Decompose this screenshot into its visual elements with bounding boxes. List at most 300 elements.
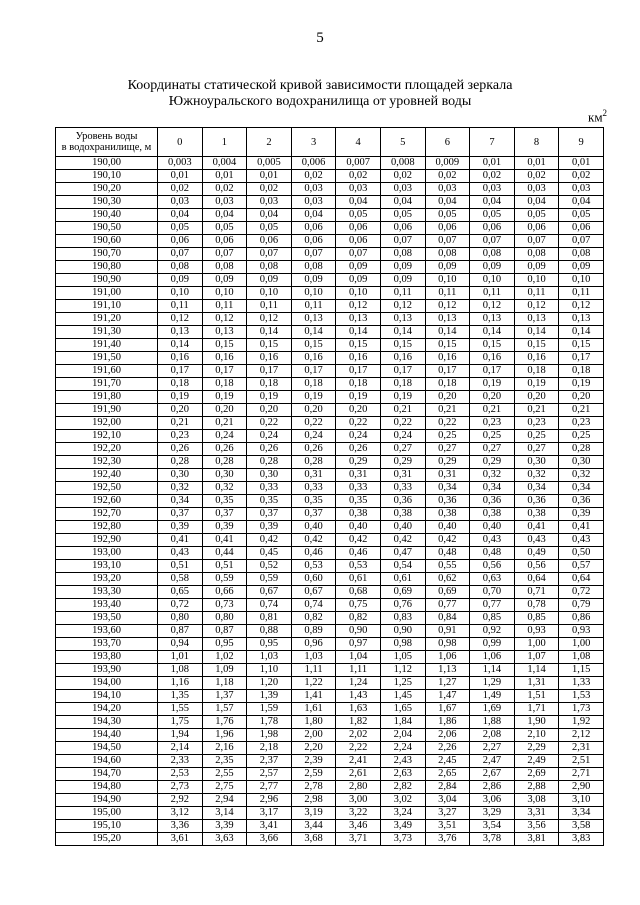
level-cell: 193,20 [56, 573, 158, 586]
area-value-cell: 1,96 [202, 729, 247, 742]
area-value-cell: 0,03 [291, 196, 336, 209]
area-value-cell: 0,53 [291, 560, 336, 573]
area-value-cell: 2,94 [202, 794, 247, 807]
column-header: 4 [336, 128, 381, 157]
level-cell: 190,70 [56, 248, 158, 261]
area-value-cell: 0,26 [158, 443, 203, 456]
area-value-cell: 0,28 [559, 443, 604, 456]
area-value-cell: 2,55 [202, 768, 247, 781]
unit-exponent: 2 [602, 108, 608, 118]
level-cell: 194,80 [56, 781, 158, 794]
level-cell: 192,60 [56, 495, 158, 508]
area-value-cell: 3,12 [158, 807, 203, 820]
area-value-cell: 2,20 [291, 742, 336, 755]
area-value-cell: 0,29 [336, 456, 381, 469]
table-row [56, 677, 604, 690]
area-value-cell: 2,26 [425, 742, 470, 755]
area-value-cell: 0,13 [202, 326, 247, 339]
area-value-cell: 0,10 [336, 287, 381, 300]
area-value-cell: 2,96 [247, 794, 292, 807]
area-value-cell: 0,78 [514, 599, 559, 612]
level-cell: 193,00 [56, 547, 158, 560]
level-cell: 195,10 [56, 820, 158, 833]
area-value-cell: 0,12 [470, 300, 515, 313]
area-value-cell: 1,37 [202, 690, 247, 703]
area-value-cell: 0,40 [470, 521, 515, 534]
area-value-cell: 0,25 [470, 430, 515, 443]
area-value-cell: 0,76 [380, 599, 425, 612]
level-cell: 191,40 [56, 339, 158, 352]
area-value-cell: 0,16 [336, 352, 381, 365]
area-value-cell: 1,75 [158, 716, 203, 729]
area-value-cell: 0,84 [425, 612, 470, 625]
level-cell: 193,60 [56, 625, 158, 638]
area-value-cell: 0,08 [158, 261, 203, 274]
area-value-cell: 0,07 [202, 248, 247, 261]
area-value-cell: 0,13 [291, 313, 336, 326]
level-cell: 192,30 [56, 456, 158, 469]
area-value-cell: 0,32 [202, 482, 247, 495]
area-value-cell: 0,55 [425, 560, 470, 573]
area-value-cell: 0,36 [514, 495, 559, 508]
area-value-cell: 0,14 [158, 339, 203, 352]
level-cell: 195,00 [56, 807, 158, 820]
area-value-cell: 2,08 [470, 729, 515, 742]
area-value-cell: 3,63 [202, 833, 247, 846]
area-value-cell: 0,03 [291, 183, 336, 196]
area-value-cell: 0,06 [336, 235, 381, 248]
level-cell: 191,30 [56, 326, 158, 339]
area-value-cell: 0,77 [470, 599, 515, 612]
area-value-cell: 0,18 [514, 365, 559, 378]
level-cell: 190,30 [56, 196, 158, 209]
area-value-cell: 1,84 [380, 716, 425, 729]
area-value-cell: 0,34 [514, 482, 559, 495]
area-value-cell: 0,19 [380, 391, 425, 404]
table-row [56, 742, 604, 755]
table-row [56, 573, 604, 586]
area-value-cell: 0,15 [470, 339, 515, 352]
level-cell: 191,60 [56, 365, 158, 378]
area-value-cell: 1,63 [336, 703, 381, 716]
area-value-cell: 0,08 [247, 261, 292, 274]
table-row [56, 638, 604, 651]
area-value-cell: 0,32 [559, 469, 604, 482]
area-value-cell: 2,43 [380, 755, 425, 768]
area-value-cell: 0,20 [202, 404, 247, 417]
area-value-cell: 1,09 [202, 664, 247, 677]
area-value-cell: 0,23 [470, 417, 515, 430]
area-value-cell: 0,53 [336, 560, 381, 573]
area-value-cell: 0,24 [202, 430, 247, 443]
area-value-cell: 0,22 [291, 417, 336, 430]
area-value-cell: 0,14 [425, 326, 470, 339]
table-body [56, 157, 604, 846]
area-value-cell: 0,70 [470, 586, 515, 599]
table-row [56, 755, 604, 768]
area-value-cell: 0,58 [158, 573, 203, 586]
area-value-cell: 0,90 [336, 625, 381, 638]
area-value-cell: 0,79 [559, 599, 604, 612]
area-value-cell: 0,07 [158, 248, 203, 261]
area-value-cell: 3,00 [336, 794, 381, 807]
area-value-cell: 0,59 [247, 573, 292, 586]
area-value-cell: 0,46 [291, 547, 336, 560]
area-value-cell: 0,17 [202, 365, 247, 378]
column-header: 5 [380, 128, 425, 157]
area-value-cell: 0,98 [425, 638, 470, 651]
area-value-cell: 0,04 [291, 209, 336, 222]
area-value-cell: 0,54 [380, 560, 425, 573]
area-value-cell: 0,74 [247, 599, 292, 612]
area-value-cell: 1,55 [158, 703, 203, 716]
area-value-cell: 0,36 [559, 495, 604, 508]
area-value-cell: 0,59 [202, 573, 247, 586]
area-value-cell: 2,47 [470, 755, 515, 768]
area-value-cell: 0,19 [336, 391, 381, 404]
area-value-cell: 0,03 [380, 183, 425, 196]
level-cell: 192,80 [56, 521, 158, 534]
area-value-cell: 1,31 [514, 677, 559, 690]
table-row [56, 508, 604, 521]
area-value-cell: 3,66 [247, 833, 292, 846]
area-value-cell: 0,14 [336, 326, 381, 339]
area-value-cell: 0,17 [470, 365, 515, 378]
area-value-cell: 0,16 [470, 352, 515, 365]
table-row [56, 157, 604, 170]
area-value-cell: 0,05 [470, 209, 515, 222]
area-value-cell: 0,03 [336, 183, 381, 196]
area-value-cell: 1,06 [425, 651, 470, 664]
area-value-cell: 1,57 [202, 703, 247, 716]
table-row [56, 235, 604, 248]
level-cell: 191,00 [56, 287, 158, 300]
area-value-cell: 0,24 [380, 430, 425, 443]
area-value-cell: 2,31 [559, 742, 604, 755]
area-value-cell: 0,29 [470, 456, 515, 469]
area-value-cell: 3,14 [202, 807, 247, 820]
area-value-cell: 2,06 [425, 729, 470, 742]
area-value-cell: 2,75 [202, 781, 247, 794]
area-value-cell: 0,34 [158, 495, 203, 508]
area-value-cell: 0,37 [158, 508, 203, 521]
area-value-cell: 1,16 [158, 677, 203, 690]
area-value-cell: 0,10 [514, 274, 559, 287]
area-value-cell: 1,06 [470, 651, 515, 664]
area-value-cell: 1,25 [380, 677, 425, 690]
area-value-cell: 0,11 [514, 287, 559, 300]
unit-label [588, 108, 607, 125]
area-value-cell: 0,37 [247, 508, 292, 521]
area-value-cell: 0,02 [158, 183, 203, 196]
area-value-cell: 0,04 [470, 196, 515, 209]
area-value-cell: 3,17 [247, 807, 292, 820]
area-value-cell: 0,43 [158, 547, 203, 560]
area-value-cell: 0,51 [202, 560, 247, 573]
area-value-cell: 0,98 [380, 638, 425, 651]
area-value-cell: 0,69 [380, 586, 425, 599]
table-row [56, 833, 604, 846]
area-value-cell: 2,41 [336, 755, 381, 768]
table-row [56, 222, 604, 235]
area-value-cell: 0,05 [380, 209, 425, 222]
level-cell: 194,60 [56, 755, 158, 768]
area-value-cell: 0,11 [559, 287, 604, 300]
area-value-cell: 0,16 [380, 352, 425, 365]
area-value-cell: 0,26 [202, 443, 247, 456]
table-row [56, 196, 604, 209]
area-value-cell: 3,02 [380, 794, 425, 807]
area-value-cell: 2,24 [380, 742, 425, 755]
area-value-cell: 3,06 [470, 794, 515, 807]
area-value-cell: 0,02 [247, 183, 292, 196]
area-value-cell: 1,02 [202, 651, 247, 664]
area-value-cell: 0,35 [247, 495, 292, 508]
area-value-cell: 3,68 [291, 833, 336, 846]
table-row [56, 495, 604, 508]
area-value-cell: 0,41 [559, 521, 604, 534]
area-value-cell: 3,54 [470, 820, 515, 833]
area-value-cell: 1,11 [336, 664, 381, 677]
area-value-cell: 0,09 [514, 261, 559, 274]
area-value-cell: 0,14 [291, 326, 336, 339]
area-value-cell: 0,18 [380, 378, 425, 391]
area-value-cell: 0,08 [470, 248, 515, 261]
area-value-cell: 0,12 [247, 313, 292, 326]
area-value-cell: 0,48 [470, 547, 515, 560]
area-value-cell: 0,11 [380, 287, 425, 300]
table-row [56, 547, 604, 560]
area-value-cell: 0,94 [158, 638, 203, 651]
area-value-cell: 0,17 [425, 365, 470, 378]
table-row [56, 443, 604, 456]
area-value-cell: 0,08 [514, 248, 559, 261]
area-value-cell: 0,08 [291, 261, 336, 274]
area-value-cell: 0,14 [470, 326, 515, 339]
area-value-cell: 0,66 [202, 586, 247, 599]
level-column-header [56, 128, 158, 157]
area-value-cell: 1,07 [514, 651, 559, 664]
area-value-cell: 1,76 [202, 716, 247, 729]
area-value-cell: 0,25 [425, 430, 470, 443]
area-value-cell: 0,11 [247, 300, 292, 313]
level-cell: 192,70 [56, 508, 158, 521]
area-value-cell: 0,20 [514, 391, 559, 404]
area-value-cell: 0,08 [380, 248, 425, 261]
table-row [56, 482, 604, 495]
area-value-cell: 0,03 [158, 196, 203, 209]
area-value-cell: 0,85 [514, 612, 559, 625]
area-value-cell: 0,12 [380, 300, 425, 313]
area-value-cell: 0,22 [380, 417, 425, 430]
area-value-cell: 0,92 [470, 625, 515, 638]
area-value-cell: 0,005 [247, 157, 292, 170]
level-cell: 194,40 [56, 729, 158, 742]
area-value-cell: 0,82 [336, 612, 381, 625]
area-value-cell: 0,01 [514, 157, 559, 170]
area-value-cell: 0,09 [380, 274, 425, 287]
area-value-cell: 0,43 [559, 534, 604, 547]
area-value-cell: 0,85 [470, 612, 515, 625]
area-value-cell: 0,20 [336, 404, 381, 417]
area-value-cell: 0,20 [425, 391, 470, 404]
area-value-cell: 0,42 [247, 534, 292, 547]
level-cell: 193,50 [56, 612, 158, 625]
area-value-cell: 0,38 [514, 508, 559, 521]
area-value-cell: 3,78 [470, 833, 515, 846]
table-row [56, 599, 604, 612]
area-value-cell: 0,09 [336, 274, 381, 287]
table-row [56, 287, 604, 300]
area-table [55, 127, 604, 846]
area-value-cell: 0,34 [425, 482, 470, 495]
area-value-cell: 0,14 [559, 326, 604, 339]
area-value-cell: 0,11 [425, 287, 470, 300]
area-value-cell: 0,73 [202, 599, 247, 612]
area-value-cell: 1,39 [247, 690, 292, 703]
area-value-cell: 0,06 [158, 235, 203, 248]
area-value-cell: 0,15 [514, 339, 559, 352]
area-value-cell: 0,30 [514, 456, 559, 469]
area-value-cell: 0,32 [470, 469, 515, 482]
area-value-cell: 3,39 [202, 820, 247, 833]
area-value-cell: 0,17 [559, 352, 604, 365]
level-cell: 190,20 [56, 183, 158, 196]
area-value-cell: 0,26 [336, 443, 381, 456]
area-value-cell: 0,13 [158, 326, 203, 339]
level-cell: 194,50 [56, 742, 158, 755]
area-value-cell: 2,49 [514, 755, 559, 768]
table-row [56, 391, 604, 404]
area-value-cell: 0,41 [514, 521, 559, 534]
area-value-cell: 0,02 [470, 170, 515, 183]
area-value-cell: 0,10 [425, 274, 470, 287]
area-value-cell: 0,05 [514, 209, 559, 222]
area-value-cell: 0,05 [336, 209, 381, 222]
area-value-cell: 0,27 [380, 443, 425, 456]
area-value-cell: 3,36 [158, 820, 203, 833]
area-value-cell: 0,69 [425, 586, 470, 599]
area-value-cell: 1,65 [380, 703, 425, 716]
area-value-cell: 1,24 [336, 677, 381, 690]
area-value-cell: 0,007 [336, 157, 381, 170]
area-value-cell: 1,35 [158, 690, 203, 703]
area-value-cell: 0,40 [425, 521, 470, 534]
area-value-cell: 0,18 [425, 378, 470, 391]
area-value-cell: 1,98 [247, 729, 292, 742]
area-value-cell: 3,61 [158, 833, 203, 846]
area-value-cell: 3,19 [291, 807, 336, 820]
area-value-cell: 0,34 [470, 482, 515, 495]
area-value-cell: 1,27 [425, 677, 470, 690]
table-row [56, 625, 604, 638]
area-value-cell: 2,35 [202, 755, 247, 768]
area-value-cell: 0,35 [202, 495, 247, 508]
area-value-cell: 3,46 [336, 820, 381, 833]
area-value-cell: 1,01 [158, 651, 203, 664]
area-value-cell: 0,27 [425, 443, 470, 456]
unit-base: км [588, 109, 603, 125]
area-value-cell: 2,51 [559, 755, 604, 768]
area-value-cell: 0,77 [425, 599, 470, 612]
area-value-cell: 0,06 [470, 222, 515, 235]
area-value-cell: 1,86 [425, 716, 470, 729]
area-value-cell: 0,07 [425, 235, 470, 248]
column-header: 8 [514, 128, 559, 157]
column-header: 7 [470, 128, 515, 157]
area-value-cell: 0,36 [425, 495, 470, 508]
level-cell: 193,30 [56, 586, 158, 599]
area-value-cell: 0,39 [559, 508, 604, 521]
area-value-cell: 0,06 [291, 235, 336, 248]
area-value-cell: 2,18 [247, 742, 292, 755]
table-row [56, 404, 604, 417]
area-value-cell: 0,20 [158, 404, 203, 417]
area-value-cell: 0,64 [514, 573, 559, 586]
area-value-cell: 0,56 [514, 560, 559, 573]
area-value-cell: 0,006 [291, 157, 336, 170]
area-value-cell: 0,74 [291, 599, 336, 612]
table-row [56, 586, 604, 599]
table-row [56, 209, 604, 222]
area-value-cell: 0,09 [336, 261, 381, 274]
level-cell: 190,60 [56, 235, 158, 248]
area-value-cell: 0,01 [202, 170, 247, 183]
area-value-cell: 0,35 [291, 495, 336, 508]
area-value-cell: 0,12 [425, 300, 470, 313]
area-value-cell: 0,22 [247, 417, 292, 430]
area-value-cell: 0,30 [158, 469, 203, 482]
area-value-cell: 0,50 [559, 547, 604, 560]
area-value-cell: 0,07 [380, 235, 425, 248]
area-value-cell: 1,73 [559, 703, 604, 716]
area-value-cell: 0,39 [158, 521, 203, 534]
area-value-cell: 0,16 [247, 352, 292, 365]
area-value-cell: 0,19 [202, 391, 247, 404]
area-value-cell: 0,40 [291, 521, 336, 534]
page-number: 5 [316, 30, 324, 46]
level-cell: 191,80 [56, 391, 158, 404]
level-cell: 193,80 [56, 651, 158, 664]
table-row [56, 703, 604, 716]
area-value-cell: 2,71 [559, 768, 604, 781]
area-value-cell: 0,89 [291, 625, 336, 638]
area-value-cell: 0,19 [470, 378, 515, 391]
area-value-cell: 0,12 [158, 313, 203, 326]
area-value-cell: 0,42 [380, 534, 425, 547]
area-value-cell: 0,36 [470, 495, 515, 508]
area-value-cell: 0,91 [425, 625, 470, 638]
area-value-cell: 2,12 [559, 729, 604, 742]
table-row [56, 612, 604, 625]
table-row [56, 456, 604, 469]
area-value-cell: 0,75 [336, 599, 381, 612]
table-row [56, 274, 604, 287]
area-value-cell: 1,11 [291, 664, 336, 677]
area-value-cell: 0,01 [470, 157, 515, 170]
area-value-cell: 1,69 [470, 703, 515, 716]
area-value-cell: 0,30 [247, 469, 292, 482]
area-value-cell: 2,92 [158, 794, 203, 807]
area-value-cell: 0,29 [380, 456, 425, 469]
area-value-cell: 0,25 [514, 430, 559, 443]
area-value-cell: 1,22 [291, 677, 336, 690]
area-value-cell: 0,42 [336, 534, 381, 547]
area-value-cell: 1,03 [247, 651, 292, 664]
table-row [56, 521, 604, 534]
area-value-cell: 0,13 [425, 313, 470, 326]
area-value-cell: 2,33 [158, 755, 203, 768]
